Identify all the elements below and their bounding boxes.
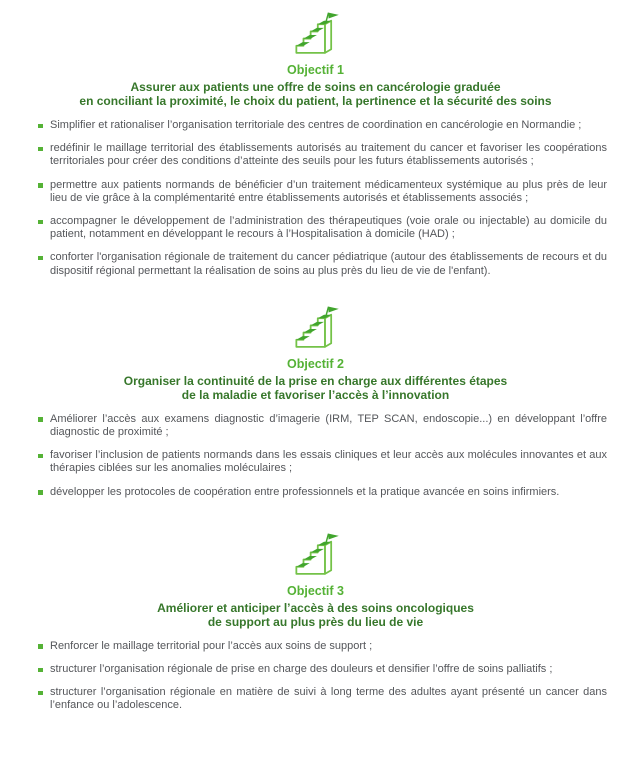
objectif-2-label: Objectif 2	[287, 356, 344, 371]
bullet-item: favoriser l’inclusion de patients normands dans les essais cliniques et leur accès aux molécules innovantes et aux thérapies ciblées sur les anomalies moléculaires ;	[38, 449, 607, 475]
title-line: Assurer aux patients une offre de soins en cancérologie graduée	[130, 80, 501, 94]
bullet-item: Simplifier et rationaliser l’organisation territoriale des centres de coordination en cancérologie en Normandie ;	[38, 119, 607, 132]
bullet-item: Améliorer l’accès aux examens diagnostic d’imagerie (IRM, TEP SCAN, endoscopie...) en développant l’offre diagnostic de proximité ;	[38, 413, 607, 439]
bullet-item: permettre aux patients normands de bénéficier d’un traitement médicamenteux systémique au plus près de leur lieu de vie grâce à la complémentarité entre établissements autorisés et établissements associés ;	[38, 179, 607, 205]
title-line: en conciliant la proximité, le choix du patient, la pertinence et la sécurité des soins	[79, 94, 552, 108]
objectif-1-title	[0, 80, 631, 108]
objectif-2-title	[0, 374, 631, 402]
bullet-item: accompagner le développement de l’administration des thérapeutiques (voie orale ou injectable) au domicile du patient, notamment en développant le recours à l’Hospitalisation à domicile (HAD) ;	[38, 215, 607, 241]
title-line: de la maladie et favoriser l’accès à l’innovation	[181, 387, 450, 402]
bullet-item: structurer l’organisation régionale en matière de suivi à long terme des adultes ayant présenté un cancer dans l’enfance ou l’adolescence.	[38, 686, 607, 712]
section-objectif-1	[0, 8, 631, 278]
bullet-item: redéfinir le maillage territorial des établissements autorisés au traitement du cancer et favoriser les coopérations territoriales pour créer des conditions d’atteinte des seuils pour les futurs établissements autorisés ;	[38, 142, 607, 168]
bullet-item: développer les protocoles de coopération entre professionnels et la pratique avancée en soins infirmiers.	[38, 486, 607, 499]
objectif-3-label: Objectif 3	[287, 583, 344, 598]
objectif-3-title	[0, 601, 631, 629]
section-objectif-3	[0, 529, 631, 713]
objectif-1-label: Objectif 1	[287, 63, 344, 77]
stairs-goal-icon	[0, 8, 631, 62]
section-objectif-2	[0, 302, 631, 499]
title-line: Améliorer et anticiper l’accès à des soins oncologiques	[157, 600, 474, 615]
stairs-goal-icon	[0, 302, 631, 356]
objectif-2-bullet-list	[0, 413, 631, 499]
objectif-3-bullet-list	[0, 640, 631, 713]
objectif-1-bullet-list	[0, 119, 631, 278]
title-line: de support au plus près du lieu de vie	[207, 614, 424, 629]
stairs-goal-icon	[0, 529, 631, 583]
bullet-item: structurer l’organisation régionale de prise en charge des douleurs et densifier l’offre de soins palliatifs ;	[38, 663, 607, 676]
bullet-item: conforter l'organisation régionale de traitement du cancer pédiatrique (autour des établissements de recours et du dispositif régional permettant la réalisation de soins au plus près du lieu de vie de l'enfant).	[38, 251, 607, 277]
bullet-item: Renforcer le maillage territorial pour l’accès aux soins de support ;	[38, 640, 607, 653]
title-line: Organiser la continuité de la prise en charge aux différentes étapes	[123, 373, 508, 388]
